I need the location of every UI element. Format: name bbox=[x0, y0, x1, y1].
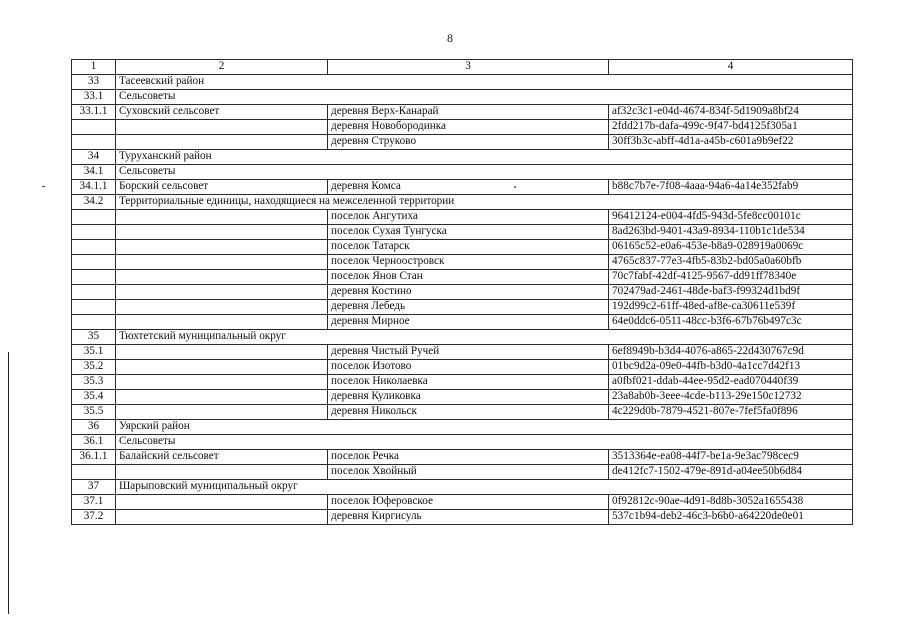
settlement-cell: поселок Речка bbox=[328, 450, 609, 465]
table-row bbox=[72, 450, 853, 465]
guid-cell: 0f92812c-90ae-4d91-8d8b-3052a1655438 bbox=[609, 495, 853, 510]
guid-cell: 3513364e-ea08-44f7-be1a-9e3ac798cec9 bbox=[609, 450, 853, 465]
settlement-cell: деревня Костино bbox=[328, 285, 609, 300]
table-row bbox=[72, 180, 853, 195]
municipal-unit-cell bbox=[116, 465, 328, 480]
guid-cell: 4765c837-77e3-4fb5-83b2-bd05a0a60bfb bbox=[609, 255, 853, 270]
guid-cell: 537c1b94-deb2-46c3-b6b0-a64220de0e01 bbox=[609, 510, 853, 525]
section-title: Территориальные единицы, находящиеся на межселенной территории bbox=[116, 195, 853, 210]
row-number: 37.1 bbox=[72, 495, 116, 510]
row-number: 33.1.1 bbox=[72, 105, 116, 120]
table-body bbox=[72, 60, 853, 525]
guid-cell: 6ef8949b-b3d4-4076-a865-22d430767c9d bbox=[609, 345, 853, 360]
municipal-unit-cell bbox=[116, 240, 328, 255]
row-number: 35.3 bbox=[72, 375, 116, 390]
row-number bbox=[72, 120, 116, 135]
table-row bbox=[72, 375, 853, 390]
settlement-cell: деревня Струково bbox=[328, 135, 609, 150]
settlements-table bbox=[71, 59, 853, 525]
row-number: 33.1 bbox=[72, 90, 116, 105]
guid-cell: 702479ad-2461-48de-baf3-f99324d1bd9f bbox=[609, 285, 853, 300]
municipal-unit-cell bbox=[116, 390, 328, 405]
municipal-unit-cell bbox=[116, 345, 328, 360]
row-number bbox=[72, 465, 116, 480]
settlement-cell: деревня Новобородинка bbox=[328, 120, 609, 135]
guid-cell: 70c7fabf-42df-4125-9567-dd91ff78340e bbox=[609, 270, 853, 285]
section-title: Сельсоветы bbox=[116, 165, 853, 180]
row-number: 37.2 bbox=[72, 510, 116, 525]
section-title: Тюхтетский муниципальный округ bbox=[116, 330, 853, 345]
municipal-unit-cell bbox=[116, 210, 328, 225]
table-row bbox=[72, 135, 853, 150]
section-row bbox=[72, 480, 853, 495]
guid-cell: de412fc7-1502-479e-891d-a04ee50b6d84 bbox=[609, 465, 853, 480]
table-row bbox=[72, 300, 853, 315]
municipal-unit-cell: Суховский сельсовет bbox=[116, 105, 328, 120]
guid-cell: a0fbf021-ddab-44ee-95d2-ead070440f39 bbox=[609, 375, 853, 390]
settlement-cell: поселок Хвойный bbox=[328, 465, 609, 480]
settlement-cell: деревня Чистый Ручей bbox=[328, 345, 609, 360]
row-number: 34.2 bbox=[72, 195, 116, 210]
row-number bbox=[72, 270, 116, 285]
table-row bbox=[72, 105, 853, 120]
section-title: Туруханский район bbox=[116, 150, 853, 165]
guid-cell: 30ff3b3c-abff-4d1a-a45b-c601a9b9ef22 bbox=[609, 135, 853, 150]
row-number: 36 bbox=[72, 420, 116, 435]
municipal-unit-cell bbox=[116, 225, 328, 240]
section-title: Сельсоветы bbox=[116, 90, 853, 105]
column-header-4: 4 bbox=[609, 60, 853, 75]
table-row bbox=[72, 270, 853, 285]
section-title: Шарыповский муниципальный округ bbox=[116, 480, 853, 495]
row-number bbox=[72, 135, 116, 150]
table-row bbox=[72, 120, 853, 135]
scan-mark bbox=[42, 186, 45, 187]
table-row bbox=[72, 315, 853, 330]
row-number: 35 bbox=[72, 330, 116, 345]
row-number: 33 bbox=[72, 75, 116, 90]
column-header-2: 2 bbox=[116, 60, 328, 75]
table-row bbox=[72, 255, 853, 270]
settlement-cell: поселок Ангутиха bbox=[328, 210, 609, 225]
guid-cell: b88c7b7e-7f08-4aaa-94a6-4a14e352fab9 bbox=[609, 180, 853, 195]
settlement-cell: деревня Мирное bbox=[328, 315, 609, 330]
section-row bbox=[72, 435, 853, 450]
section-row bbox=[72, 195, 853, 210]
section-row bbox=[72, 165, 853, 180]
table-row bbox=[72, 345, 853, 360]
settlement-cell: деревня Лебедь bbox=[328, 300, 609, 315]
settlement-cell: деревня Куликовка bbox=[328, 390, 609, 405]
guid-cell: 8ad263bd-9401-43a9-8934-110b1c1de534 bbox=[609, 225, 853, 240]
row-number bbox=[72, 210, 116, 225]
municipal-unit-cell bbox=[116, 495, 328, 510]
table-row bbox=[72, 225, 853, 240]
row-number: 34 bbox=[72, 150, 116, 165]
table-row bbox=[72, 240, 853, 255]
row-number: 35.1 bbox=[72, 345, 116, 360]
table-row bbox=[72, 465, 853, 480]
guid-cell: 2fdd217b-dafa-499c-9f47-bd4125f305a1 bbox=[609, 120, 853, 135]
table-row bbox=[72, 285, 853, 300]
settlement-cell: деревня Верх-Канарай bbox=[328, 105, 609, 120]
settlement-cell: поселок Черноостровск bbox=[328, 255, 609, 270]
settlement-cell: поселок Татарск bbox=[328, 240, 609, 255]
row-number bbox=[72, 240, 116, 255]
section-title: Сельсоветы bbox=[116, 435, 853, 450]
guid-cell: 64e0ddc6-0511-48cc-b3f6-67b76b497c3c bbox=[609, 315, 853, 330]
guid-cell: 4c229d0b-7879-4521-807e-7fef5fa0f896 bbox=[609, 405, 853, 420]
scan-margin-line bbox=[8, 352, 9, 614]
settlement-cell: деревня Киргисуль bbox=[328, 510, 609, 525]
table-row bbox=[72, 495, 853, 510]
table-row bbox=[72, 390, 853, 405]
page-number: 8 bbox=[447, 31, 453, 45]
municipal-unit-cell bbox=[116, 375, 328, 390]
row-number: 34.1.1 bbox=[72, 180, 116, 195]
municipal-unit-cell bbox=[116, 315, 328, 330]
row-number bbox=[72, 285, 116, 300]
settlement-cell: деревня Комса bbox=[328, 180, 609, 195]
municipal-unit-cell bbox=[116, 120, 328, 135]
guid-cell: af32c3c1-e04d-4674-834f-5d1909a8bf24 bbox=[609, 105, 853, 120]
row-number bbox=[72, 225, 116, 240]
municipal-unit-cell bbox=[116, 405, 328, 420]
row-number: 37 bbox=[72, 480, 116, 495]
table-header-row bbox=[72, 60, 853, 75]
guid-cell: 192d99c2-61ff-48ed-af8e-ca30611e539f bbox=[609, 300, 853, 315]
row-number bbox=[72, 255, 116, 270]
settlement-cell: поселок Николаевка bbox=[328, 375, 609, 390]
settlement-cell: поселок Юферовское bbox=[328, 495, 609, 510]
municipal-unit-cell bbox=[116, 360, 328, 375]
table-row bbox=[72, 210, 853, 225]
column-header-3: 3 bbox=[328, 60, 609, 75]
row-number: 36.1.1 bbox=[72, 450, 116, 465]
table-row bbox=[72, 360, 853, 375]
row-number: 36.1 bbox=[72, 435, 116, 450]
municipal-unit-cell bbox=[116, 300, 328, 315]
settlement-cell: поселок Изотово bbox=[328, 360, 609, 375]
guid-cell: 01bc9d2a-09e0-44fb-b3d0-4a1cc7d42f13 bbox=[609, 360, 853, 375]
row-number: 35.5 bbox=[72, 405, 116, 420]
municipal-unit-cell: Борский сельсовет bbox=[116, 180, 328, 195]
row-number: 34.1 bbox=[72, 165, 116, 180]
row-number: 35.2 bbox=[72, 360, 116, 375]
row-number bbox=[72, 300, 116, 315]
table-row bbox=[72, 405, 853, 420]
settlement-cell: поселок Сухая Тунгуска bbox=[328, 225, 609, 240]
municipal-unit-cell bbox=[116, 255, 328, 270]
settlement-cell: поселок Янов Стан bbox=[328, 270, 609, 285]
municipal-unit-cell: Балайский сельсовет bbox=[116, 450, 328, 465]
table-row bbox=[72, 510, 853, 525]
settlement-cell: деревня Никольск bbox=[328, 405, 609, 420]
municipal-unit-cell bbox=[116, 270, 328, 285]
section-title: Уярский район bbox=[116, 420, 853, 435]
section-row bbox=[72, 330, 853, 345]
section-title: Тасеевский район bbox=[116, 75, 853, 90]
section-row bbox=[72, 90, 853, 105]
guid-cell: 23a8ab0b-3eee-4cde-b113-29e150c12732 bbox=[609, 390, 853, 405]
municipal-unit-cell bbox=[116, 285, 328, 300]
section-row bbox=[72, 75, 853, 90]
section-row bbox=[72, 420, 853, 435]
section-row bbox=[72, 150, 853, 165]
municipal-unit-cell bbox=[116, 135, 328, 150]
municipal-unit-cell bbox=[116, 510, 328, 525]
row-number bbox=[72, 315, 116, 330]
column-header-1: 1 bbox=[72, 60, 116, 75]
guid-cell: 96412124-e004-4fd5-943d-5fe8cc00101c bbox=[609, 210, 853, 225]
row-number: 35.4 bbox=[72, 390, 116, 405]
guid-cell: 06165c52-e0a6-453e-b8a9-028919a0069c bbox=[609, 240, 853, 255]
